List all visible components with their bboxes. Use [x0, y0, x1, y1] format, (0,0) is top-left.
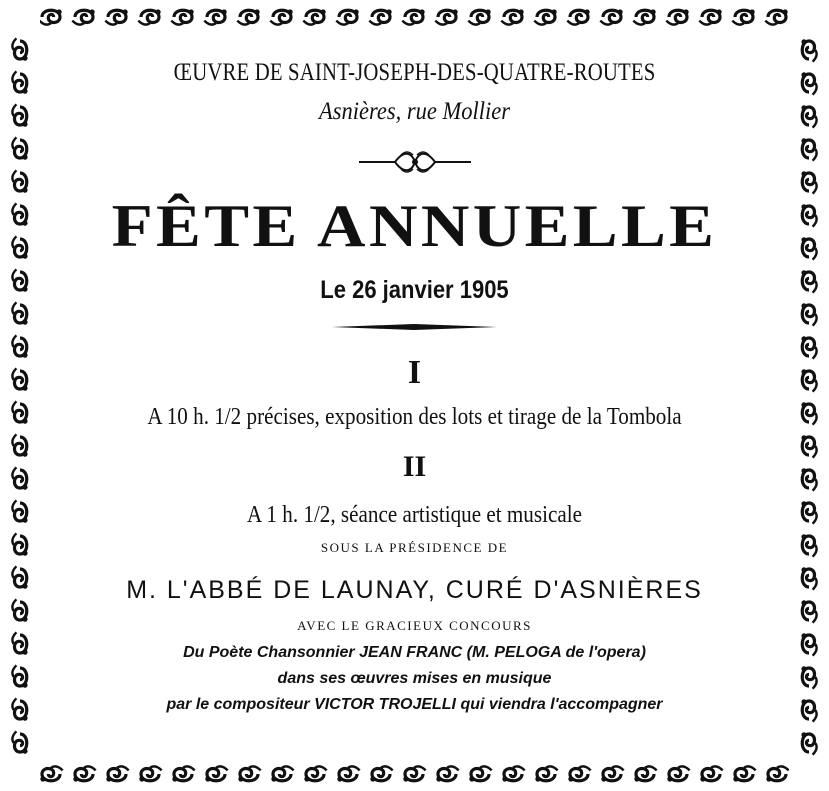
poet-suffix: (M. PELOGA de l'opera): [462, 644, 646, 661]
scroll-motif: [72, 9, 94, 24]
scroll-motif: [765, 9, 787, 24]
scroll-motif: [801, 600, 816, 622]
composer-suffix: qui viendra l'accompagner: [456, 696, 663, 713]
scroll-motif: [12, 698, 27, 720]
scroll-motif: [12, 71, 27, 93]
program-numeral-2: II: [402, 450, 427, 483]
organization-address: Asnières, rue Mollier: [318, 98, 510, 125]
scroll-ornament-row-bottom: [0, 755, 829, 791]
tapered-rule-divider: [332, 322, 497, 332]
composer-prefix: par le compositeur: [166, 696, 315, 713]
scroll-motif: [139, 766, 161, 781]
scroll-motif: [12, 401, 27, 423]
composer-line: [44, 696, 785, 714]
event-date: Le 26 janvier 1905: [320, 276, 509, 304]
scroll-motif: [666, 9, 688, 24]
scroll-motif: [12, 335, 27, 357]
scroll-motif: [138, 9, 160, 24]
scroll-motif: [600, 9, 622, 24]
scroll-motif: [39, 9, 61, 24]
scroll-motif: [304, 766, 326, 781]
scroll-motif: [12, 368, 27, 390]
scroll-motif: [469, 766, 491, 781]
scroll-motif: [801, 72, 816, 94]
scroll-motif: [801, 336, 816, 358]
scroll-motif: [73, 766, 95, 781]
scroll-motif: [801, 435, 816, 457]
scroll-motif: [801, 369, 816, 391]
scroll-motif: [801, 567, 816, 589]
scroll-motif: [801, 303, 816, 325]
scroll-motif: [12, 665, 27, 687]
scroll-motif: [801, 402, 816, 424]
scroll-motif: [12, 632, 27, 654]
border-top-ornament: [0, 0, 829, 36]
scroll-motif: [369, 9, 391, 24]
poet-name: JEAN FRANC: [359, 644, 463, 661]
scroll-motif: [204, 9, 226, 24]
scroll-motif: [12, 500, 27, 522]
scroll-motif: [801, 666, 816, 688]
concours-intro: AVEC LE GRACIEUX CONCOURS: [297, 618, 532, 633]
scroll-motif: [12, 731, 27, 753]
scroll-motif: [801, 534, 816, 556]
scroll-motif: [12, 566, 27, 588]
presidency-name: M. L'ABBÉ DE LAUNAY, CURÉ D'ASNIÈRES: [126, 576, 703, 604]
scroll-motif: [633, 9, 655, 24]
works-line: dans ses œuvres mises en musique: [277, 670, 552, 687]
fleuron-ornament-icon: [355, 147, 475, 177]
scroll-motif: [12, 38, 27, 60]
scroll-motif: [270, 9, 292, 24]
scroll-motif: [271, 766, 293, 781]
scroll-motif: [205, 766, 227, 781]
scroll-motif: [402, 9, 424, 24]
scroll-motif: [12, 302, 27, 324]
scroll-motif: [801, 39, 816, 61]
scroll-motif: [436, 766, 458, 781]
scroll-motif: [568, 766, 590, 781]
scroll-motif: [535, 766, 557, 781]
scroll-motif: [801, 501, 816, 523]
scroll-ornament-column-right: [789, 0, 829, 791]
scroll-motif: [766, 766, 788, 781]
scroll-motif: [40, 766, 62, 781]
scroll-motif: [106, 766, 128, 781]
scroll-motif: [303, 9, 325, 24]
scroll-motif: [601, 766, 623, 781]
border-bottom-ornament: [0, 755, 829, 791]
presidency-intro: SOUS LA PRÉSIDENCE DE: [320, 540, 509, 555]
scroll-motif: [171, 9, 193, 24]
scroll-motif: [12, 137, 27, 159]
scroll-motif: [634, 766, 656, 781]
poet-line: [44, 644, 785, 662]
scroll-motif: [667, 766, 689, 781]
scroll-motif: [732, 9, 754, 24]
scroll-motif: [336, 9, 358, 24]
scroll-motif: [699, 9, 721, 24]
scroll-motif: [733, 766, 755, 781]
scroll-motif: [105, 9, 127, 24]
event-title: FÊTE ANNUELLE: [111, 193, 718, 259]
scroll-motif: [700, 766, 722, 781]
organization-name: ŒUVRE DE SAINT-JOSEPH-DES-QUATRE-ROUTES: [173, 59, 656, 86]
scroll-motif: [337, 766, 359, 781]
scroll-motif: [12, 170, 27, 192]
scroll-ornament-column-left: [0, 0, 40, 791]
scroll-motif: [12, 434, 27, 456]
scroll-motif: [801, 699, 816, 721]
scroll-motif: [12, 599, 27, 621]
scroll-motif: [501, 9, 523, 24]
scroll-motif: [801, 732, 816, 754]
scroll-motif: [237, 9, 259, 24]
scroll-motif: [172, 766, 194, 781]
border-right-ornament: [789, 0, 829, 791]
scroll-motif: [12, 533, 27, 555]
scroll-motif: [801, 270, 816, 292]
scroll-motif: [403, 766, 425, 781]
scroll-motif: [12, 104, 27, 126]
scroll-motif: [435, 9, 457, 24]
scroll-motif: [502, 766, 524, 781]
scroll-motif: [567, 9, 589, 24]
scroll-motif: [534, 9, 556, 24]
poet-prefix: Du Poète Chansonnier: [183, 644, 360, 661]
scroll-motif: [370, 766, 392, 781]
program-item-1: A 10 h. 1/2 précises, exposition des lots et tirage de la Tombola: [147, 404, 682, 430]
scroll-motif: [801, 105, 816, 127]
scroll-motif: [801, 633, 816, 655]
poster-content: [44, 40, 785, 752]
scroll-motif: [12, 269, 27, 291]
scroll-motif: [238, 766, 260, 781]
scroll-motif: [801, 468, 816, 490]
scroll-ornament-row-top: [0, 0, 829, 36]
program-item-2: A 1 h. 1/2, séance artistique et musicale: [247, 502, 582, 528]
scroll-motif: [468, 9, 490, 24]
border-left-ornament: [0, 0, 40, 791]
scroll-motif: [801, 138, 816, 160]
composer-name: VICTOR TROJELLI: [314, 696, 456, 713]
scroll-motif: [12, 467, 27, 489]
program-numeral-1: I: [407, 354, 422, 391]
scroll-motif: [801, 171, 816, 193]
